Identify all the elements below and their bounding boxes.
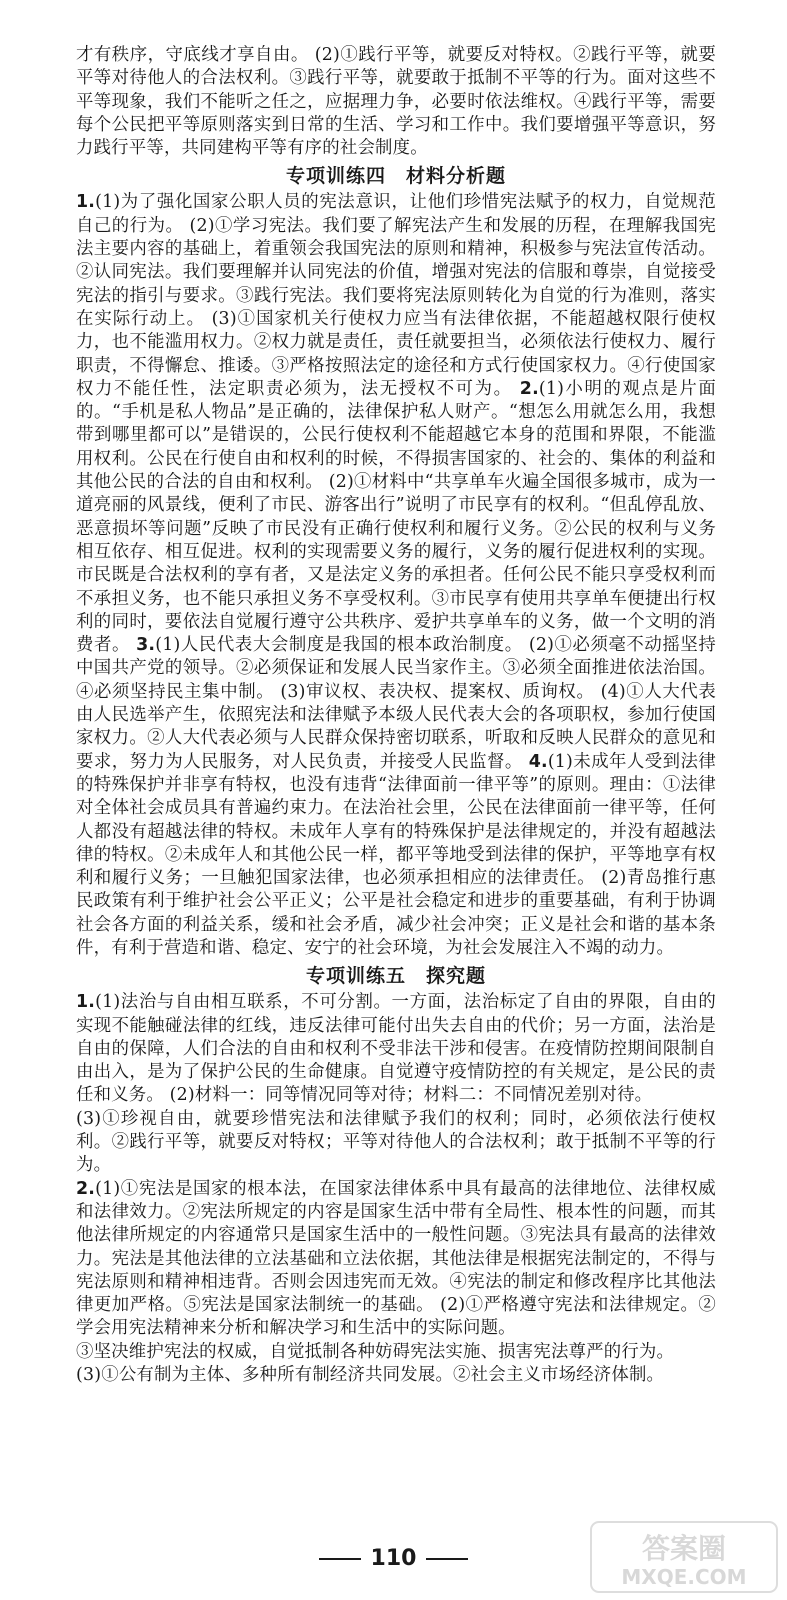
- section5-question-2-part3: (3)①公有制为主体、多种所有制经济共同发展。②社会主义市场经济体制。: [76, 1365, 665, 1386]
- watermark-line2: MXQE.COM: [621, 1565, 747, 1589]
- section4-question-1: [76, 191, 716, 960]
- answer-text: (1)小明的观点是片面的。“手机是私人物品”是正确的，法律保护私人财产。“想怎么用就怎么用，我想带到哪里都可以”是错误的，公民行使权利不能超越它本身的范围和界限，不能滥用权利。公民在行使自由和权利的时候，不得损害国家的、社会的、集体的利益和其他公民的合法的自由和权利。 (2)①材料中“共享单车火遍全国很多城市，成为一道亮丽的风景线，便利了市民、游客出行”说明了市民享有的权利。“但乱停乱放、恶意损坏等问题”反映了市民没有正确行使权利和履行义务。②公民的权利与义务相互依存、相互促进。权利的实现需要义务的履行，义务的履行促进权利的实现。市民既是合法权利的享有者，又是法定义务的承担者。任何公民不能只享受权利而不承担义务，也不能只承担义务不享受权利。③市民享有使用共享单车便捷出行权利的同时，要依法自觉履行遵守公共秩序、爱护共享单车的义务，做一个文明的消费者。: [76, 378, 716, 656]
- intro-paragraph: 才有秩序，守底线才享自由。 (2)①践行平等，就要反对特权。②践行平等，就要平等对待他人的合法权利。③践行平等，就要敢于抵制不平等的行为。面对这些不平等现象，我们不能听之任之，应据理力争，必要时依法维权。④践行平等，需要每个公民把平等原则落实到日常的生活、学习和工作中。我们要增强平等意识，努力践行平等，共同建构平等有序的社会制度。: [76, 45, 716, 159]
- question-number: 1.: [76, 192, 96, 213]
- footer-dash-right: [426, 1558, 468, 1560]
- question-number: 2.: [519, 378, 539, 399]
- answer-text: (1)法治与自由相互联系，不可分割。一方面，法治标定了自由的界限，自由的实现不能触碰法律的红线，违反法律可能付出失去自由的代价；另一方面，法治是自由的保障，人们合法的自由和权利不受非法干涉和侵害。在疫情防控期间限制自由出入，是为了保护公民的生命健康。自觉遵守疫情防控的有关规定，是公民的责任和义务。 (2)材料一：同等情况同等对待；材料二：不同情况差别对待。: [76, 992, 716, 1106]
- section5-question-2-cont: ③坚决维护宪法的权威，自觉抵制各种妨碍宪法实施、损害宪法尊严的行为。: [76, 1341, 675, 1362]
- section5-question-1: [76, 991, 716, 1107]
- watermark-logo: [589, 1520, 779, 1594]
- section5-question-2: [76, 1178, 716, 1341]
- document-page: [76, 44, 716, 1544]
- footer-dash-left: [319, 1558, 361, 1560]
- section5-question-1-part3: (3)①珍视自由，就要珍惜宪法和法律赋予我们的权利；同时，必须依法行使权利。②践行平等，就要反对特权；平等对待他人的合法权利；敢于抵制不平等的行为。: [76, 1108, 716, 1176]
- answer-text: (1)人民代表大会制度是我国的根本政治制度。 (2)①必须毫不动摇坚持中国共产党的领导。②必须保证和发展人民当家作主。③必须全面推进依法治国。④必须坚持民主集中制。 (3)审议权、表决权、提案权、质询权。 (4)①人大代表由人民选举产生，依照宪法和法律赋予本级人民代表大会的各项职权，参加行使国家权力。②人大代表必须与人民群众保持密切联系，听取和反映人民群众的意见和要求，努力为人民服务，对人民负责，并接受人民监督。: [76, 635, 716, 772]
- answer-text: (1)①宪法是国家的根本法，在国家法律体系中具有最高的法律地位、法律权威和法律效力。②宪法所规定的内容是国家生活中带有全局性、根本性的问题，而其他法律所规定的内容通常只是国家生活中的一般性问题。③宪法具有最高的法律效力。宪法是其他法律的立法基础和立法依据，其他法律是根据宪法制定的，不得与宪法原则和精神相违背。否则会因违宪而无效。④宪法的制定和修改程序比其他法律更加严格。⑤宪法是国家法制统一的基础。 (2)①严格遵守宪法和法律规定。②学会用宪法精神来分析和解决学习和生活中的实际问题。: [76, 1178, 716, 1339]
- question-number: 2.: [76, 1178, 96, 1199]
- section-title-5: 专项训练五 探究题: [305, 965, 486, 988]
- section-title-4: 专项训练四 材料分析题: [285, 165, 506, 188]
- watermark-line1: 答案圈: [641, 1532, 727, 1565]
- page-number: 110: [370, 1546, 417, 1571]
- answer-text: (1)为了强化国家公职人员的宪法意识，让他们珍惜宪法赋予的权力，自觉规范自己的行为。 (2)①学习宪法。我们要了解宪法产生和发展的历程，在理解我国宪法主要内容的基础上，着重领会我国宪法的原则和精神，积极参与宪法宣传活动。②认同宪法。我们要理解并认同宪法的价值，增强对宪法的信服和尊崇，自觉接受宪法的指引与要求。③践行宪法。我们要将宪法原则转化为自觉的行为准则，落实在实际行动上。 (3)①国家机关行使权力应当有法律依据，不能超越权限行使权力，也不能滥用权力。②权力就是责任，责任就要担当，必须依法行使权力、履行职责，不得懈怠、推诿。③严格按照法定的途径和方式行使国家权力。④行使国家权力不能任性，法定职责必须为，法无授权不可为。: [76, 192, 716, 399]
- question-number: 3.: [136, 635, 156, 656]
- watermark-logo-icon: [589, 1520, 779, 1594]
- question-number: 1.: [76, 992, 96, 1013]
- question-number: 4.: [528, 751, 548, 772]
- answer-text: (1)未成年人受到法律的特殊保护并非享有特权，也没有违背“法律面前一律平等”的原则。理由：①法律对全体社会成员具有普遍约束力。在法治社会里，公民在法律面前一律平等，任何人都没有超越法律的特权。未成年人享有的特殊保护是法律规定的，并没有超越法律的特权。②未成年人和其他公民一样，都平等地受到法律的保护，平等地享有权利和履行义务；一旦触犯国家法律，也必须承担相应的法律责任。 (2)青岛推行惠民政策有利于维护社会公平正义；公平是社会稳定和进步的重要基础，有利于协调社会各方面的利益关系，缓和社会矛盾，减少社会冲突；正义是社会和谐的基本条件，有利于营造和谐、稳定、安宁的社会环境，为社会发展注入不竭的动力。: [76, 751, 716, 958]
